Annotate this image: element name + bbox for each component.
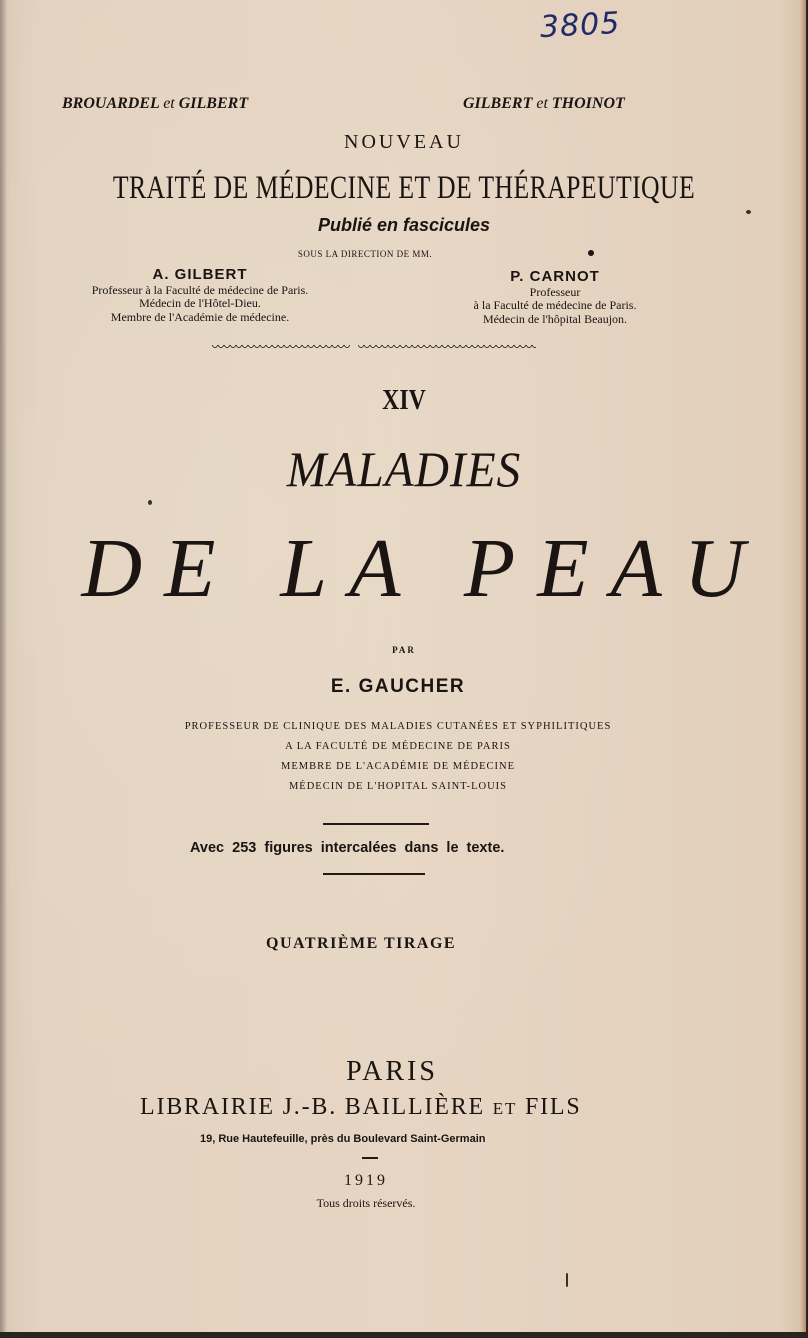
- rights-notice: Tous droits réservés.: [316, 1196, 416, 1210]
- series-author: THOINOT: [551, 95, 625, 112]
- paper-speck: [746, 210, 751, 214]
- series-authors-right: [463, 95, 625, 113]
- divider-rule: [362, 1157, 378, 1159]
- publisher-name: [140, 1094, 582, 1121]
- direction-label: SOUS LA DIRECTION DE MM.: [297, 249, 433, 259]
- publisher-conjunction: ET: [492, 1099, 518, 1118]
- treatise-title: TRAITÉ DE MÉDECINE ET DE THÉRAPEUTIQUE: [112, 170, 696, 206]
- volume-title-line1: MALADIES: [286, 441, 522, 497]
- director-title: Membre de l'Académie de médecine.: [110, 309, 290, 324]
- series-authors-left: [62, 95, 248, 113]
- publisher-main: LIBRAIRIE J.-B. BAILLIÈRE: [140, 1094, 485, 1120]
- printing-edition: QUATRIÈME TIRAGE: [266, 935, 457, 952]
- credential-line: MEMBRE DE L'ACADÉMIE DE MÉDECINE: [281, 761, 515, 772]
- director-name: A. GILBERT: [152, 266, 248, 283]
- divider-rule: [323, 873, 425, 875]
- director-carnot: [400, 270, 710, 326]
- director-name: P. CARNOT: [510, 268, 600, 285]
- director-title: à la Faculté de médecine de Paris.: [473, 298, 637, 312]
- series-author: BROUARDEL: [62, 95, 160, 112]
- credential-line: MÉDECIN DE L'HOPITAL SAINT-LOUIS: [288, 781, 508, 792]
- paper-speck: [148, 500, 152, 505]
- credential-line: PROFESSEUR DE CLINIQUE DES MALADIES CUTANÉES ET SYPHILITIQUES: [184, 721, 612, 732]
- wavy-divider: [212, 345, 350, 351]
- director-title: Professeur: [529, 284, 581, 299]
- paper-speck: [566, 1273, 568, 1287]
- divider-rule: [323, 823, 429, 825]
- director-title: Médecin de l'hôpital Beaujon.: [482, 311, 628, 326]
- director-title: Professeur à la Faculté de médecine de Paris.: [91, 282, 309, 297]
- handwritten-shelf-mark: 3805: [539, 5, 622, 46]
- nouveau-heading: NOUVEAU: [344, 131, 464, 153]
- director-title: Médecin de l'Hôtel-Dieu.: [139, 296, 261, 310]
- volume-title-line2: DE LA PEAU: [81, 522, 767, 615]
- volume-number: XIV: [382, 385, 426, 416]
- published-in-fascicles: Publié en fascicules: [317, 215, 491, 235]
- imprint-city: PARIS: [346, 1056, 438, 1087]
- author-name: E. GAUCHER: [330, 676, 466, 697]
- author-credentials: [0, 717, 802, 797]
- series-conjunction: et: [163, 95, 175, 112]
- publisher-address: 19, Rue Hautefeuille, près du Boulevard Saint-Germain: [200, 1133, 486, 1145]
- series-author: GILBERT: [178, 95, 249, 112]
- director-gilbert: [40, 268, 360, 324]
- credential-line: A LA FACULTÉ DE MÉDECINE DE PARIS: [285, 741, 511, 752]
- ink-dot: [588, 250, 594, 256]
- wavy-divider: [358, 345, 536, 351]
- series-conjunction: et: [536, 95, 548, 112]
- figures-note: Avec 253 figures intercalées dans le texte.: [190, 840, 505, 856]
- by-label: PAR: [392, 645, 416, 655]
- publication-year: 1919: [344, 1172, 388, 1189]
- publisher-suffix: FILS: [524, 1094, 582, 1120]
- series-author: GILBERT: [463, 95, 533, 112]
